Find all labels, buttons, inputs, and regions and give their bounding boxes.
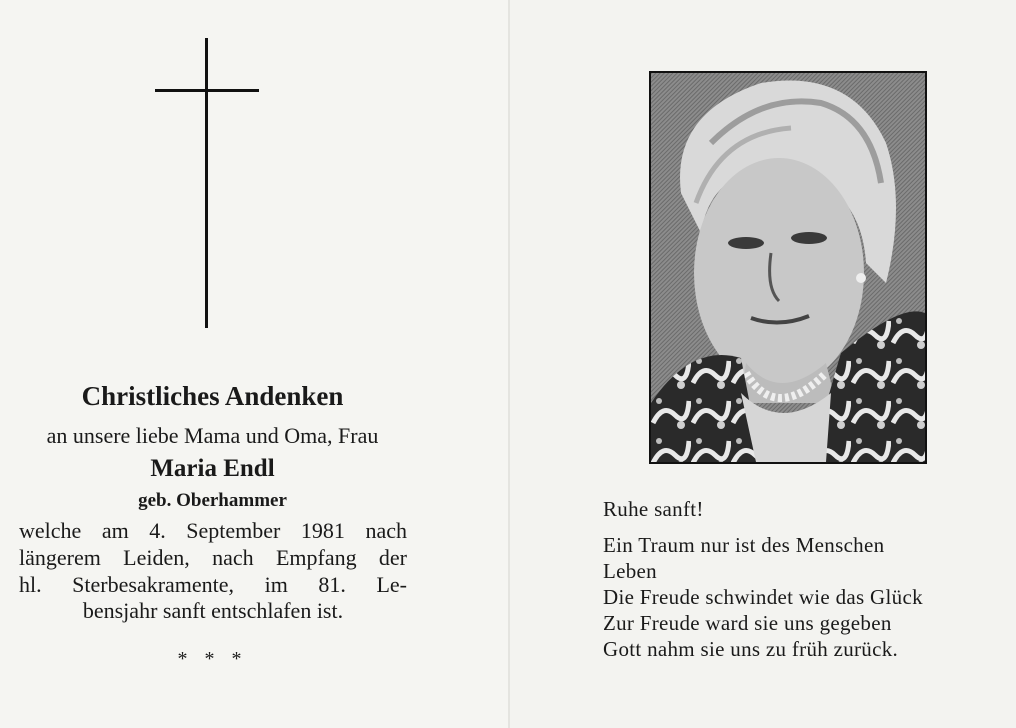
body-line-1: welche am 4. September 1981 nach bbox=[19, 518, 407, 543]
poem-line-1: Ein Traum nur ist des Menschen bbox=[603, 533, 885, 557]
poem-line-3: Die Freude schwindet wie das Glück bbox=[603, 585, 923, 609]
dedication-line: an unsere liebe Mama und Oma, Frau bbox=[46, 423, 379, 448]
birth-name: geb. Oberhammer bbox=[138, 490, 287, 511]
memorial-title: Christliches Andenken bbox=[81, 381, 344, 411]
deceased-name: Maria Endl bbox=[150, 455, 275, 482]
cross-vertical-bar bbox=[205, 38, 208, 328]
body-line-4: bensjahr sanft entschlafen ist. bbox=[82, 598, 344, 623]
card-fold bbox=[508, 0, 510, 728]
portrait-illustration bbox=[651, 73, 925, 462]
portrait-photo bbox=[649, 71, 927, 464]
poem-line-4: Zur Freude ward sie uns gegeben bbox=[603, 611, 892, 635]
poem-line-2: Leben bbox=[603, 559, 657, 583]
ornament-stars: * * * bbox=[177, 648, 248, 670]
body-line-2: längerem Leiden, nach Empfang der bbox=[19, 545, 407, 570]
body-line-3: hl. Sterbesakramente, im 81. Le- bbox=[19, 572, 407, 597]
poem-heading: Ruhe sanft! bbox=[603, 497, 704, 521]
cross-horizontal-bar bbox=[155, 89, 259, 92]
poem-line-5: Gott nahm sie uns zu früh zurück. bbox=[603, 637, 899, 661]
